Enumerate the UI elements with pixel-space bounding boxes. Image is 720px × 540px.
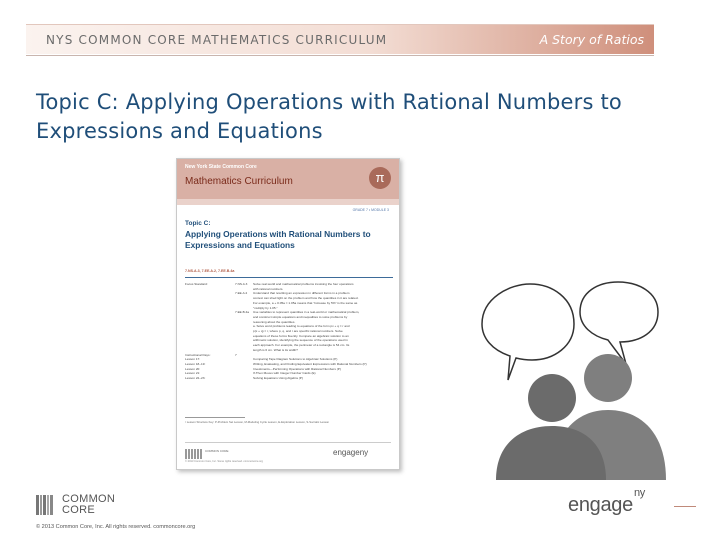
doc-body-cell: Understand that rewriting an expression in different forms in a problem: [253, 291, 350, 296]
doc-footer-logo-icon: [185, 449, 203, 459]
common-core-bars-icon: [36, 495, 56, 515]
doc-rule: [185, 277, 393, 278]
people-speech-bubbles-icon: [470, 280, 670, 480]
doc-body-row: [185, 376, 393, 381]
common-core-logo: [36, 494, 126, 516]
doc-body-cell: 7.NS.A.3: [235, 282, 248, 286]
speech-bubble-left-icon: [482, 284, 574, 380]
doc-body-cell: arithmetic solution, identifying the sequence of the operations used in: [253, 338, 348, 343]
doc-strip: [177, 199, 399, 205]
doc-body-cell: 7: [235, 352, 237, 357]
doc-standards: 7.NS.A.3, 7.EE.A.2, 7.EE.B.4a: [185, 269, 235, 273]
doc-body: [185, 282, 393, 381]
doc-footer: [185, 442, 391, 464]
slide-title-line-1: Topic C: Applying Operations with Rational Numbers to: [36, 90, 622, 114]
story-label: A Story of Ratios: [539, 32, 644, 47]
doc-title: Applying Operations with Rational Numbers to Expressions and Equations: [185, 229, 371, 250]
doc-body-cell: Solve real-world and mathematical problems involving the four operations: [253, 282, 354, 286]
engage-rule: [674, 506, 696, 507]
doc-body-cell: Lesson 22–23:: [185, 376, 206, 381]
doc-body-cell: length is 6 cm. What is its width?: [253, 347, 298, 352]
engage-ny-text: ny: [633, 487, 645, 500]
doc-body-cell: 7.EE.A.2: [235, 291, 248, 296]
doc-footnote-rule: [185, 417, 245, 418]
doc-body-cell: Solving Equations Using Algebra (P): [253, 376, 303, 381]
document-thumbnail: [176, 158, 400, 470]
slide-title: [36, 88, 676, 146]
doc-banner-top: New York State Common Core: [185, 164, 257, 170]
doc-body-cell: Lesson 21:: [185, 371, 201, 376]
doc-body-cell: Lesson 18–19:: [185, 361, 206, 366]
doc-body-cell: context can shed light on the problem and how the quantities in it are related.: [253, 296, 359, 301]
doc-body-cell: equations of these forms fluently. Compare an algebraic solution to an: [253, 333, 349, 338]
doc-body-cell: and construct simple equations and inequalities to solve problems by: [253, 314, 348, 319]
doc-body-cell: reasoning about the quantities.: [253, 319, 296, 324]
doc-body-cell: Focus Standard:: [185, 282, 208, 286]
doc-banner-title: Mathematics Curriculum: [185, 176, 293, 187]
engageny-logo: [568, 487, 645, 517]
people-silhouette-icon: [496, 354, 666, 480]
doc-topic-label: Topic C:: [185, 220, 211, 227]
pi-icon: π: [369, 167, 391, 189]
doc-body-cell: Use variables to represent quantities in a real-world or mathematical problem,: [253, 310, 360, 315]
common-core-line-2: CORE: [62, 504, 95, 516]
doc-body-cell: Comparing Tape Diagram Solutions to Algebraic Solutions (P): [253, 357, 338, 362]
doc-body-cell: Writing, Evaluating, and Finding Equivalent Expressions with Rational Numbers (P): [253, 361, 367, 366]
doc-banner: [177, 159, 399, 199]
doc-body-cell: Lesson 17:: [185, 357, 201, 362]
copyright-notice: © 2013 Common Core, Inc. All rights reserved. commoncore.org: [36, 524, 196, 530]
doc-grade-label: GRADE 7 • MODULE 3: [352, 208, 389, 212]
speech-bubble-right-icon: [580, 282, 658, 364]
doc-body-cell: "multiply by 1.05.": [253, 305, 278, 310]
common-core-text: [62, 494, 115, 516]
doc-body-cell: [235, 376, 253, 381]
common-core-line-1: COMMON: [62, 493, 116, 505]
doc-footer-engage: engageny: [333, 448, 369, 457]
curriculum-label: NYS COMMON CORE MATHEMATICS CURRICULUM: [46, 33, 388, 47]
doc-body-cell: each approach. For example, the perimeter of a rectangle is 54 cm. Its: [253, 343, 350, 348]
engage-text: engage: [568, 494, 633, 516]
doc-footer-small: © 2013 Common Core, Inc. Some rights reserved. commoncore.org: [185, 460, 263, 463]
slide-title-line-2: Expressions and Equations: [36, 119, 323, 143]
doc-footnote: ¹ Lesson Structure Key: P-Problem Set Lesson, M-Modeling Cycle Lesson, E-Exploration Lesson, S-Socratic Lesson: [185, 420, 330, 424]
doc-body-cell: p(x + q) = r, where p, q, and r are specific rational numbers. Solve: [253, 329, 343, 334]
doc-body-cell: with rational numbers.: [253, 286, 284, 291]
header-bar: [26, 24, 654, 54]
doc-body-cell: a. Solve word problems leading to equations of the form px + q = r and: [253, 324, 350, 329]
header-divider: [26, 55, 654, 56]
doc-body-cell: 7.EE.B.4a: [235, 310, 249, 315]
doc-body-cell: For example, a + 0.05a = 1.05a means that "increase by 5%" is the same as: [253, 300, 358, 305]
doc-body-cell: Investments—Performing Operations with Rational Numbers (P): [253, 366, 341, 371]
doc-body-cell: If-Then Moves with Integer Number Cards (E): [253, 371, 316, 376]
doc-body-cell: Instructional Days:: [185, 352, 211, 357]
doc-body-cell: Lesson 20:: [185, 366, 201, 371]
doc-footer-cc: COMMON CORE: [205, 449, 229, 453]
